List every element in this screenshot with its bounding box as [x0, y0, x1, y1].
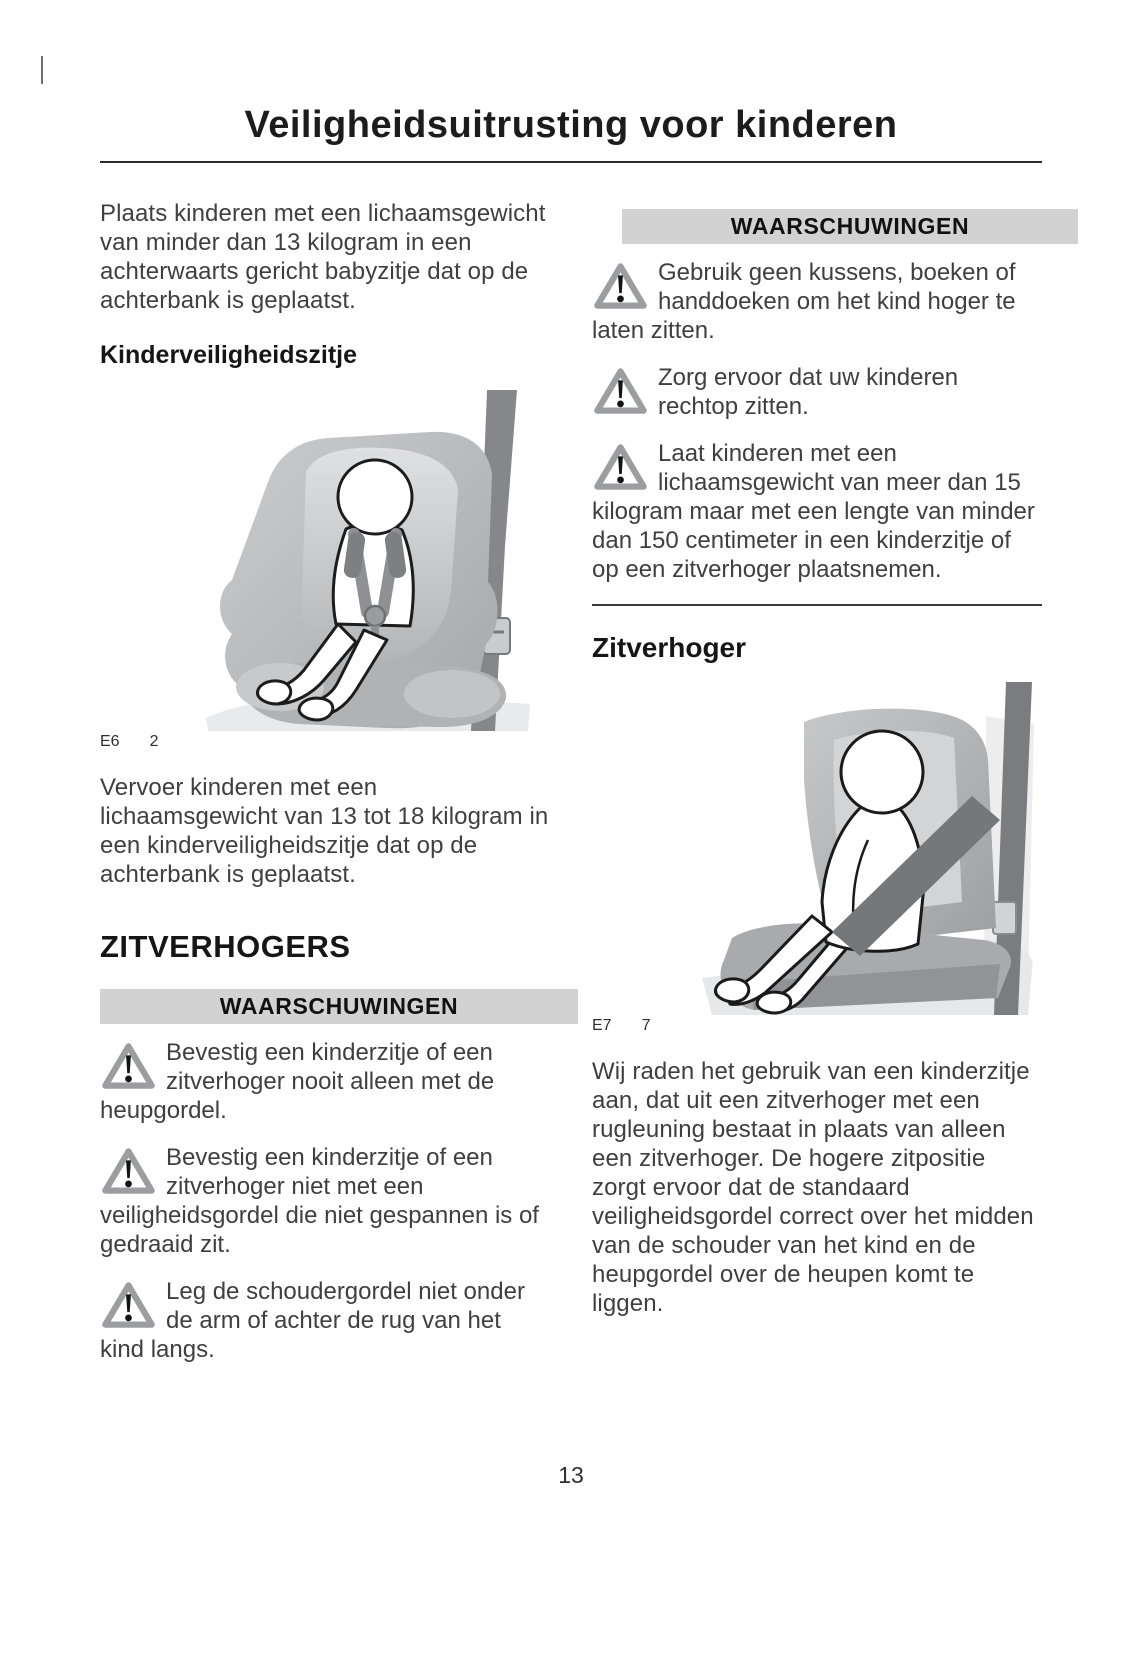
figure-code: E6: [100, 733, 120, 750]
figure-number: 2: [149, 733, 159, 750]
warning-triangle-icon: [592, 366, 649, 416]
warning-text: Laat kinderen met een lichaamsgewicht van meer dan 15 kilogram maar met een lengte van minder dan 150 centimeter in een kinderzitje of op een zitverhoger plaatsnemen.: [592, 440, 1035, 583]
figure-code: E7: [592, 1017, 612, 1034]
warning-triangle-icon: [100, 1146, 157, 1196]
intro-paragraph: Plaats kinderen met een lichaamsgewicht van minder dan 13 kilogram in een achterwaarts gericht babyzitje dat op de achterbank is geplaatst.: [100, 200, 546, 314]
closing-paragraph: Wij raden het gebruik van een kinderzitje aan, dat uit een zitverhoger met een rugleuning bestaat in plaats van alleen een zitverhoger. De hogere zitpositie zorgt ervoor dat de standaard veiligheidsgordel correct over het midden van de schouder van het kind en de heupgordel over de heupen komt te liggen.: [592, 1058, 1034, 1317]
right-column: [592, 199, 1042, 1382]
warning-triangle-icon: [592, 261, 649, 311]
warning-item: [592, 258, 1042, 345]
section-heading-zitverhogers: ZITVERHOGERS: [100, 929, 351, 964]
warning-triangle-icon: [100, 1280, 157, 1330]
left-column: [100, 199, 550, 1382]
warning-triangle-icon: [100, 1041, 157, 1091]
warning-item: [592, 439, 1042, 584]
figure-number: 7: [641, 1017, 651, 1034]
warning-text: Zorg ervoor dat uw kinderen rechtop zitten.: [658, 364, 959, 420]
figure-paragraph: Vervoer kinderen met een lichaamsgewicht van 13 tot 18 kilogram in een kinderveiligheidszitje dat op de achterbank is geplaatst.: [100, 774, 549, 888]
warning-item: [100, 1277, 550, 1364]
warning-text: Leg de schoudergordel niet onder de arm of achter de rug van het kind langs.: [100, 1278, 525, 1363]
warning-text: Gebruik geen kussens, boeken of handdoeken om het kind hoger te laten zitten.: [592, 259, 1016, 344]
title-divider: [100, 161, 1042, 163]
booster-seat-illustration: [654, 680, 1042, 1015]
warning-triangle-icon: [592, 442, 649, 492]
figure-caption: [592, 1017, 1042, 1035]
page-number: 13: [558, 1462, 584, 1488]
subheading-kinderveiligheidszitje: Kinderveiligheidszitje: [100, 341, 358, 369]
warning-text: Bevestig een kinderzitje of een zitverhoger niet met een veiligheidsgordel die niet gespannen is of gedraaid zit.: [100, 1144, 539, 1258]
warning-item: [100, 1038, 550, 1125]
child-seat-illustration: [188, 386, 550, 731]
warnings-header: WAARSCHUWINGEN: [100, 989, 578, 1024]
subheading-zitverhoger: Zitverhoger: [592, 632, 747, 663]
warnings-header: WAARSCHUWINGEN: [622, 209, 1078, 244]
warning-item: [592, 363, 1042, 421]
figure-booster-seat: [592, 680, 1042, 1015]
warning-item: [100, 1143, 550, 1259]
warning-text: Bevestig een kinderzitje of een zitverhoger nooit alleen met de heupgordel.: [100, 1039, 495, 1124]
two-column-layout: [0, 199, 1142, 1382]
section-divider: [592, 604, 1042, 606]
figure-child-safety-seat: [100, 386, 550, 731]
figure-caption: [100, 733, 550, 751]
page-title: Veiligheidsuitrusting voor kinderen: [244, 104, 898, 146]
print-registration-mark: [41, 56, 43, 84]
